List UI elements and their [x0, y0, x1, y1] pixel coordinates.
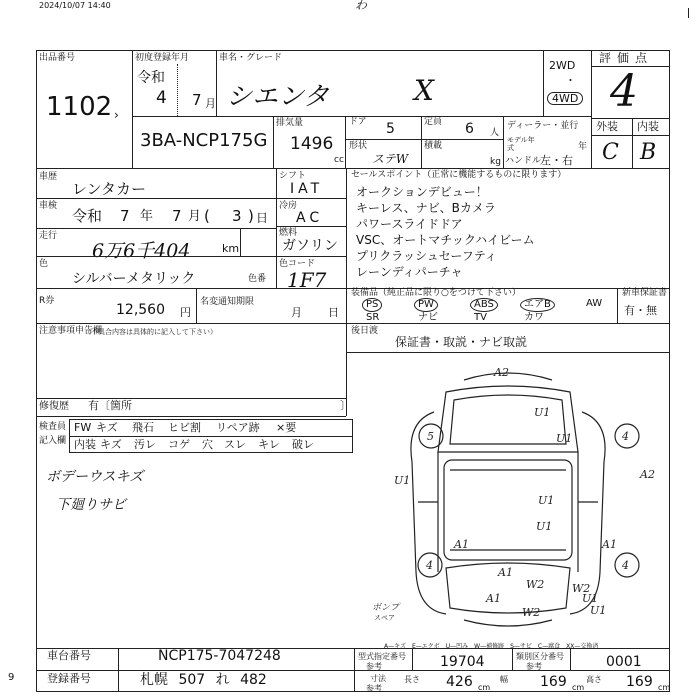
inspector-row2-item: スレ — [224, 438, 246, 451]
load-unit: kg — [490, 157, 501, 167]
mark-u1-hood: U1 — [534, 406, 551, 419]
score-value: 4 — [610, 66, 638, 117]
category-sub: 参考 — [526, 662, 542, 671]
divider — [36, 256, 346, 257]
sales-point-item: オークションデビュー！ — [356, 185, 488, 199]
divider — [543, 50, 544, 116]
chevron-right-icon: › — [114, 108, 119, 122]
width-unit: cm — [572, 683, 585, 692]
inspection-month: 7 — [172, 207, 182, 225]
history-label: 車歴 — [39, 172, 58, 182]
first-reg-month-unit: 月 — [205, 97, 216, 110]
first-reg-year: 4 — [156, 88, 167, 108]
divider — [36, 323, 670, 324]
divider — [36, 670, 354, 671]
divider — [240, 228, 241, 256]
handle-value: 左・右 — [540, 154, 573, 167]
mark-a1-right: A1 — [602, 538, 617, 551]
mark-a1-rear: A1 — [498, 566, 513, 579]
height-label: 高さ — [586, 675, 602, 684]
divider — [36, 198, 276, 199]
chassis-value: NCP175-7047248 — [158, 648, 281, 664]
divider — [412, 648, 413, 670]
color-number-label: 色番 — [248, 274, 267, 284]
mark-w2-rear-right: W2 — [572, 582, 591, 595]
header-mark: わ — [355, 0, 368, 12]
divider — [591, 135, 670, 136]
divider — [273, 116, 274, 168]
aftermarket-label: 後日渡 — [351, 326, 379, 336]
inspection-era: 令和 — [72, 207, 103, 225]
inspector-row1-item: リペア跡 — [216, 421, 260, 434]
spec-type-sub: 参考 — [366, 662, 382, 671]
divider — [276, 226, 346, 227]
displacement-label: 排気量 — [276, 118, 304, 128]
meter-change-label: 名変通知期限 — [200, 297, 255, 307]
divider — [570, 648, 571, 670]
mark-a2-front: A2 — [494, 366, 509, 379]
fuel-label: 燃料 — [279, 228, 298, 238]
inspector-label-1: 検査員 — [39, 422, 67, 432]
inspection-year-unit: 年 — [140, 209, 154, 224]
mark-wheel-fl: 5 — [427, 430, 434, 443]
height-unit: cm — [658, 683, 671, 692]
notes-sublabel: （不具合内容は具体的に記入して下さい） — [84, 328, 217, 336]
divider — [36, 398, 346, 399]
warranty-label: 新車保証書 — [622, 288, 668, 298]
mark-wheel-rr: 4 — [622, 559, 629, 572]
mark-wheel-rl: 4 — [426, 559, 433, 572]
chassis-label: 車台番号 — [47, 649, 91, 662]
divider — [591, 118, 670, 119]
first-reg-month: 7 — [192, 91, 202, 109]
divider — [617, 288, 618, 323]
equipment-item-sub: TV — [474, 312, 487, 323]
repair-value: 有〔箇所 — [88, 399, 132, 412]
first-reg-label: 初度登録年月 — [135, 53, 190, 63]
sales-point-item: VSC、オートマチックハイビーム — [356, 233, 535, 247]
handwritten-note-1: ボデーウスキズ — [46, 469, 144, 485]
color-code-label: 色コード — [279, 259, 316, 269]
doors-label: ドア — [349, 117, 367, 127]
drive-4wd-circled: 4WD — [547, 92, 583, 105]
sales-point-item: プリクラッシュセーフティ — [356, 249, 497, 263]
inspection-day-unit: 日 — [256, 211, 269, 225]
notes-label: 注意事項申告欄 — [39, 326, 103, 336]
inspector-row2-item: キレ — [258, 438, 280, 451]
interior-label: 内装 — [637, 120, 659, 133]
capacity-value: 6 — [465, 121, 474, 137]
mark-spare: スペア — [374, 614, 395, 622]
length-label: 長さ — [404, 675, 420, 684]
plate-value: 札幌 507 れ 482 — [140, 672, 267, 688]
height-value: 169 — [626, 674, 653, 690]
equipment-item: ABS — [470, 298, 498, 312]
rear-bumper — [464, 620, 552, 626]
color-code-value: 1F7 — [287, 268, 327, 292]
color-value: シルバーメタリック — [72, 271, 196, 287]
category-label: 類別区分番号 — [516, 652, 564, 661]
mileage-unit: km — [222, 242, 240, 255]
timestamp: 2024/10/07 14:40 — [39, 1, 111, 10]
exterior-label: 外装 — [596, 120, 618, 133]
shape-value: ステW — [372, 152, 409, 166]
spec-type-label: 型式指定番号 — [358, 652, 406, 661]
mark-u1-rear-right: U1 — [582, 592, 599, 605]
inspector-row2-item: 破レ — [292, 438, 314, 451]
mark-u1-roof: U1 — [538, 494, 555, 507]
inspection-label: 車検 — [39, 201, 58, 211]
car-damage-diagram — [346, 352, 670, 642]
equipment-item: PW — [414, 298, 438, 312]
first-reg-era: 令和 — [137, 70, 165, 86]
model-year-label: モデル年式 — [507, 136, 535, 152]
sales-point-item: レーンディパーチャ — [356, 265, 463, 279]
interior-value: B — [640, 140, 657, 165]
mark-u1-hood2: U1 — [556, 432, 573, 445]
divider — [36, 168, 670, 169]
inspector-row2-item: コゲ — [168, 438, 190, 451]
mark-a1-left: A1 — [454, 538, 469, 551]
repair-label: 修復歴 — [39, 401, 69, 412]
model-code: 3BA-NCP175G — [140, 130, 268, 151]
capacity-unit: 人 — [490, 128, 500, 138]
divider — [132, 50, 133, 168]
lot-number: 1102 — [46, 92, 113, 122]
divider — [345, 139, 503, 140]
inspector-row1-item: キズ — [96, 421, 118, 434]
divider — [196, 288, 197, 323]
width-value: 169 — [540, 674, 567, 690]
shift-label: シフト — [279, 171, 307, 181]
dims-sub: 参考 — [366, 684, 382, 693]
inspector-row2-head: 内装 — [74, 438, 96, 451]
inspector-row2-item: キズ — [100, 438, 122, 451]
divider — [276, 168, 277, 288]
divider — [345, 116, 346, 168]
inspection-month-unit: 月 — [188, 209, 202, 224]
mark-u1-rear-right2: U1 — [590, 604, 607, 617]
dealer-label: ディーラー・並行 — [507, 121, 579, 131]
sales-point-item: パワースライドドア — [356, 217, 463, 231]
mark-a2-right: A2 — [640, 468, 655, 481]
divider — [512, 648, 513, 670]
divider — [216, 50, 217, 116]
equipment-label: 装備品（純正品に限り○をつけて下さい） — [351, 288, 521, 298]
aftermarket-value: 保証書・取説・ナビ取説 — [395, 335, 528, 349]
mark-u1-roof2: U1 — [536, 520, 553, 533]
mileage-label: 走行 — [39, 231, 58, 241]
score-label: 評価点 — [599, 51, 654, 65]
divider — [36, 648, 670, 649]
equipment-item-sub: ナビ — [418, 312, 438, 323]
inspection-year: 7 — [120, 207, 130, 225]
inspector-row1-head: FW — [74, 421, 92, 434]
damage-legend: A—キズ E—エクボ U—凹み W—補修跡 S—サビ C—腐食 XX—交換済 — [384, 643, 599, 650]
mark-w2-rear: W2 — [526, 578, 545, 591]
inspector-row2-item: 汚レ — [134, 438, 156, 451]
divider — [591, 50, 592, 168]
shift-value: IAT — [290, 181, 324, 197]
inspector-row1-item: ×要 — [276, 421, 297, 434]
inspector-row1-item: ヒビ割 — [168, 421, 201, 434]
inspection-open-paren: ( — [204, 207, 210, 225]
exterior-value: C — [602, 140, 619, 165]
sales-points-label: セールスポイント（正常に機能するものに限ります） — [351, 170, 567, 180]
drive-2wd: 2WD — [549, 59, 576, 72]
displacement-value: 1496 — [290, 134, 334, 154]
inspector-row1-item: 飛石 — [132, 421, 154, 434]
mark-wheel-fr: 4 — [622, 430, 629, 443]
equipment-item: AW — [586, 298, 603, 309]
history-value: レンタカー — [72, 180, 147, 198]
inspection-close-paren: ) — [248, 207, 254, 225]
divider — [276, 198, 346, 199]
equipment-item: PS — [362, 298, 382, 312]
equipment-item: エアB — [520, 298, 555, 312]
meter-change-month-unit: 月 — [291, 306, 302, 319]
car-name-label: 車名・グレード — [219, 53, 283, 63]
displacement-unit: cc — [334, 155, 344, 165]
divider — [354, 670, 670, 671]
ac-value: AC — [296, 210, 324, 226]
divider — [69, 436, 353, 437]
recycle-value: 12,560 — [116, 302, 165, 318]
handle-label: ハンドル — [505, 156, 542, 166]
drive-dot: ・ — [565, 74, 576, 87]
spec-type-value: 19704 — [440, 654, 485, 670]
mark-bumper: ボンプ — [372, 603, 400, 613]
doors-value: 5 — [386, 121, 395, 137]
side-mark: 9 — [8, 672, 15, 683]
ac-label: 冷房 — [279, 201, 298, 211]
equipment-item-sub: SR — [366, 312, 380, 323]
load-label: 積載 — [424, 141, 443, 151]
windshield — [450, 395, 566, 444]
meter-change-day-unit: 日 — [328, 306, 339, 319]
inspector-label-2: 記入欄 — [39, 436, 67, 446]
recycle-unit: 円 — [180, 306, 191, 319]
divider — [421, 116, 422, 168]
repair-close: 〕 — [340, 399, 351, 412]
sales-point-item: キーレス、ナビ、Bカメラ — [356, 201, 496, 215]
equipment-item-sub: カワ — [524, 312, 544, 323]
mark-a1-rear2: A1 — [486, 592, 501, 605]
width-label: 幅 — [500, 675, 508, 684]
divider — [632, 118, 633, 168]
model-year-unit: 年 — [578, 142, 588, 152]
color-label: 色 — [39, 259, 49, 269]
handwritten-note-2: 下廻りサビ — [56, 497, 126, 513]
car-grade: X — [414, 74, 434, 107]
category-value: 0001 — [606, 654, 642, 670]
car-name: シエンタ — [226, 82, 329, 112]
divider — [346, 168, 347, 288]
mark-w2-rear2: W2 — [522, 606, 541, 619]
inspector-row2-item: 穴 — [202, 438, 213, 451]
mileage-value: 6万6千404 — [92, 240, 191, 262]
divider — [503, 116, 504, 168]
shape-label: 形状 — [349, 141, 368, 151]
lot-label: 出品番号 — [39, 53, 76, 63]
corner-tick — [688, 8, 689, 18]
fuel-value: ガソリン — [282, 238, 338, 254]
mark-u1-left: U1 — [394, 474, 411, 487]
dims-label: 寸法 — [370, 674, 386, 683]
capacity-label: 定員 — [424, 117, 443, 127]
divider — [36, 416, 346, 417]
inspection-day: 3 — [232, 207, 242, 225]
length-value: 426 — [446, 674, 473, 690]
plate-label: 登録番号 — [47, 672, 91, 685]
recycle-label: R券 — [39, 296, 55, 306]
divider — [177, 64, 178, 116]
length-unit: cm — [478, 683, 491, 692]
warranty-value: 有・無 — [624, 304, 657, 317]
